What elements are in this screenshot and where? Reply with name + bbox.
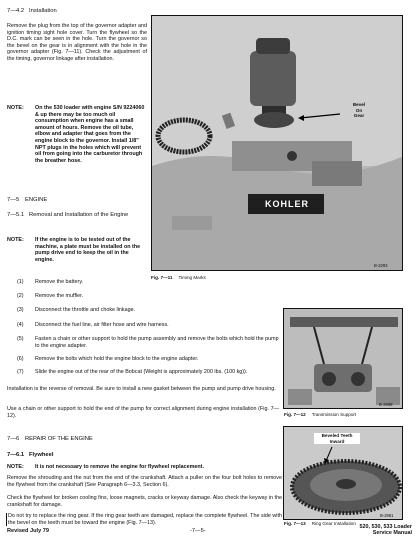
section-title: ENGINE xyxy=(25,197,48,203)
ring-gear-warning: Do not try to replace the ring gear. If the ring gear teeth are damaged, replace the complete flywheel. The side with the bevel on the teeth must be toward the engine (Fig. 7—13). xyxy=(8,513,282,526)
step-number: (6) xyxy=(17,356,24,362)
step-2 xyxy=(17,293,277,300)
figure-number: Fig. 7—11 xyxy=(151,275,173,280)
installation-paragraph: Remove the plug from the top of the governor adapter and ignition timing sight hole cover. Turn the flywheel so the D.C. mark can be seen in the hole. Turn the governor so the bevel on the gear is in alignment with the hole in the governor adapter (Fig. 7—11). Check the adjustment of the timing, governor linkage after installation. xyxy=(7,23,147,62)
step-number: (2) xyxy=(17,293,24,299)
step-number: (1) xyxy=(17,279,24,285)
step-4 xyxy=(17,322,279,329)
figure-number: Fig. 7—12 xyxy=(284,412,306,417)
section-title: REPAIR OF THE ENGINE xyxy=(25,436,93,442)
section-7-5-heading xyxy=(7,197,147,204)
step-text: Fasten a chain or other support to hold the pump assembly and remove the bolts which hold the pump to the engine adapter. xyxy=(35,336,279,349)
figure-7-11-caption xyxy=(151,275,206,281)
figure-title: Ring Gear Installation xyxy=(311,521,356,526)
note-oil-consumption xyxy=(7,105,147,195)
step-6 xyxy=(17,356,279,363)
note-label: NOTE: xyxy=(7,105,24,111)
installation-reverse-paragraph: Installation is the reverse of removal. Be sure to install a new gasket between the pump and pump drive housing. xyxy=(7,386,276,392)
figure-7-12-caption xyxy=(284,412,356,418)
model-names: 520, 530, 533 Loader xyxy=(359,524,412,530)
manual-name: Service Manual xyxy=(372,530,412,537)
callout-line: Gear xyxy=(353,113,365,119)
page-number: -7—5- xyxy=(190,528,206,534)
step-3 xyxy=(17,307,277,314)
callout-line: On xyxy=(355,107,363,113)
section-number: 7—5 xyxy=(7,197,20,203)
beveled-teeth-callout xyxy=(314,433,360,444)
section-number: 7—6 xyxy=(7,436,20,442)
figure-code: B-2981 xyxy=(380,513,394,518)
step-text: Remove the bolts which hold the engine block to the engine adapter. xyxy=(35,356,199,362)
step-number: (3) xyxy=(17,307,24,313)
step-1 xyxy=(17,279,277,286)
note-text: It is not necessary to remove the engine for flywheel replacement. xyxy=(35,464,204,470)
figure-7-13-ring-gear xyxy=(283,426,403,520)
note-text: If the engine is to be tested out of the machine, a plate must be installed on the pump drive end to keep the oil in the engine. xyxy=(35,237,141,263)
revision-date: Revised July 79 xyxy=(7,528,49,534)
section-number: 7—4.2 xyxy=(7,8,25,14)
section-number: 7—6.1 xyxy=(7,452,25,458)
callout-line: Beveled Teeth xyxy=(321,433,353,438)
section-7-5-1-heading xyxy=(7,212,147,219)
figure-code: B-2908 xyxy=(379,402,393,407)
callout-line: Bevel xyxy=(352,102,366,107)
bevel-on-gear-callout xyxy=(342,102,376,119)
figure-7-11-timing-marks xyxy=(151,15,403,271)
section-7-6-heading xyxy=(7,436,207,443)
section-title: Flywheel xyxy=(29,452,54,458)
callout-line: Inward xyxy=(329,438,345,444)
figure-code: B-2293 xyxy=(374,263,388,268)
section-title: Removal and Installation of the Engine xyxy=(29,212,129,218)
note-label: NOTE: xyxy=(7,464,24,470)
section-title: Installation xyxy=(29,8,57,14)
step-7 xyxy=(17,369,279,383)
figure-title: Timing Marks xyxy=(178,275,206,280)
step-number: (7) xyxy=(17,369,24,375)
flywheel-check-paragraph: Check the flywheel for broken cooling fins, loose magnets, cracks or keyway damage. Also check the keyway in the crankshaft for damage. xyxy=(7,495,282,508)
chain-support-paragraph: Use a chain or other support to hold the end of the pump for correct alignment during engine installation (Fig. 7—12). xyxy=(7,406,279,419)
engine-photo-illustration xyxy=(152,16,403,271)
step-text: Disconnect the throttle and choke linkage. xyxy=(35,307,136,313)
note-engine-test xyxy=(7,237,147,271)
section-7-4-2-heading xyxy=(7,8,147,15)
step-text: Disconnect the fuel line, air filter hose and wire harness. xyxy=(35,322,169,328)
note-flywheel xyxy=(7,464,282,472)
figure-7-12-transmission-support xyxy=(283,308,403,409)
figure-title: Transmission Support xyxy=(311,412,357,417)
kohler-brand-plate: KOHLER xyxy=(265,199,309,209)
section-7-6-1-heading xyxy=(7,452,207,459)
note-text: On the 530 loader with engine S/N 9224060 & up there may be too much oil consumption when engine has a small amount of hours. Remove the oil tube, elbow and adapter that goes from the engine block to the governor. Install 1/8" NPT plugs in the holes which will prevent oil from going into the carburetor through the breather hose. xyxy=(35,105,145,164)
step-text: Remove the battery. xyxy=(35,279,84,285)
step-number: (5) xyxy=(17,336,24,342)
step-text: Slide the engine out of the rear of the Bobcat (Weight is approximately 200 lbs. (100 kg)). xyxy=(35,369,248,375)
note-label: NOTE: xyxy=(7,237,24,243)
step-number: (4) xyxy=(17,322,24,328)
figure-number: Fig. 7—13 xyxy=(284,521,306,526)
flywheel-removal-paragraph: Remove the shrouding and the nut from the end of the crankshaft. Attach a puller on the four bolt holes to remove the flywheel from the crankshaft (See Paragraph 6—3.3, Section 6). xyxy=(7,475,282,488)
section-number: 7—5.1 xyxy=(7,212,25,218)
transmission-photo-illustration xyxy=(284,309,403,409)
model-footer xyxy=(330,524,412,537)
step-text: Remove the muffler. xyxy=(35,293,84,299)
step-5 xyxy=(17,336,279,350)
